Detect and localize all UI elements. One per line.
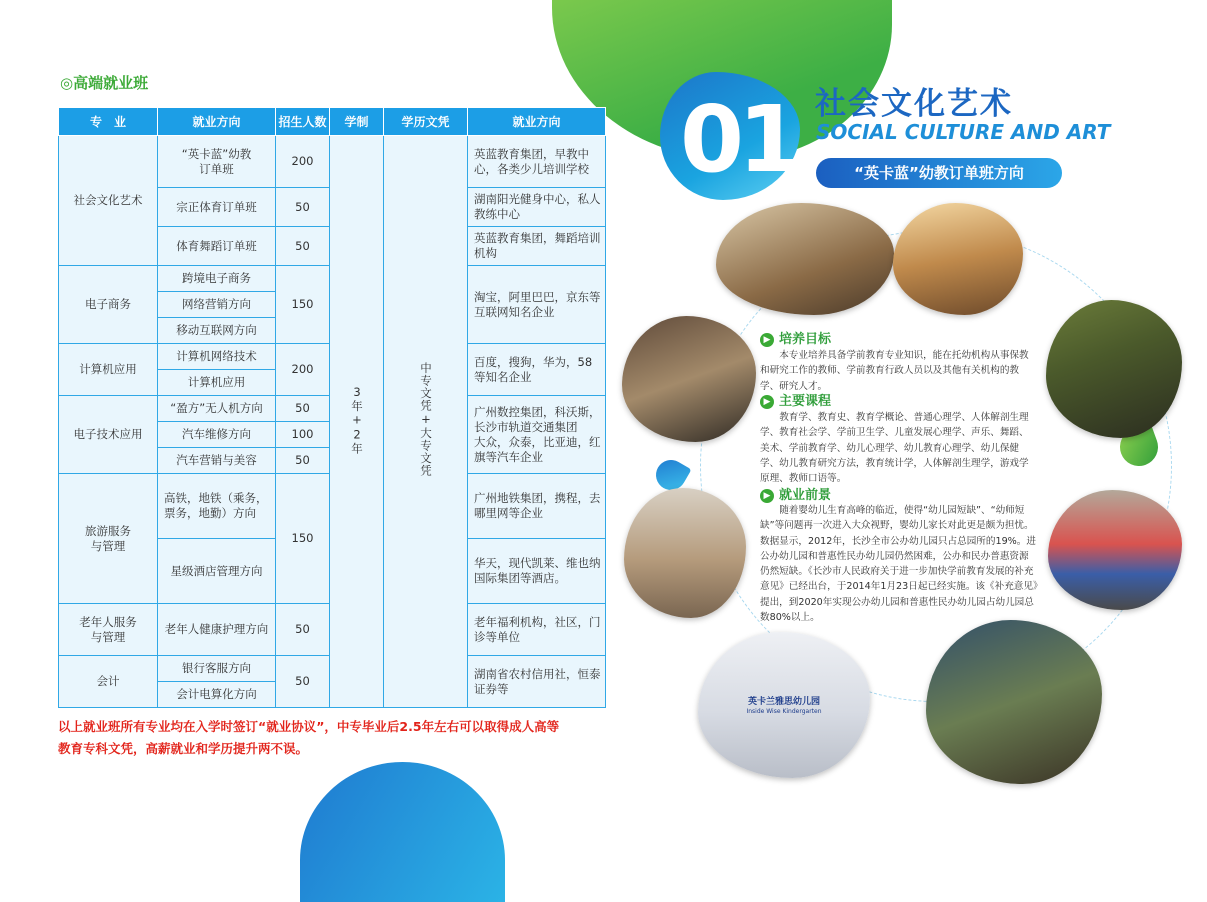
direction-cell: 跨境电子商务: [158, 266, 276, 292]
play-icon: ▶: [760, 489, 774, 503]
duration-cell: 3年+2年: [330, 136, 384, 708]
direction-cell: “英卡蓝”幼教 订单班: [158, 136, 276, 188]
jobs-cell: 英蓝教育集团，舞蹈培训机构: [468, 227, 606, 266]
header-jobs: 就业方向: [468, 108, 606, 136]
section-number: 01: [680, 86, 797, 193]
jobs-cell: 英蓝教育集团，早教中心，各类少儿培训学校: [468, 136, 606, 188]
photo-caption-english: Inside Wise Kindergarten: [746, 708, 822, 715]
jobs-cell: 老年福利机构，社区，门诊等单位: [468, 604, 606, 656]
photo-class-group: [1048, 490, 1182, 610]
direction-cell: 网络营销方向: [158, 292, 276, 318]
major-cell: 社会文化艺术: [59, 136, 158, 266]
direction-cell: “盈方”无人机方向: [158, 396, 276, 422]
major-cell: 电子技术应用: [59, 396, 158, 474]
jobs-cell: 广州数控集团，科沃斯，长沙市轨道交通集团 大众，众泰，比亚迪，红旗等汽车企业: [468, 396, 606, 474]
count-cell: 50: [276, 396, 330, 422]
page-title-english: SOCIAL CULTURE AND ART: [816, 120, 1111, 144]
jobs-cell: 淘宝，阿里巴巴，京东等互联网知名企业: [468, 266, 606, 344]
photo-classroom: [716, 203, 894, 315]
heading-courses: ▶ 主要课程: [760, 390, 831, 409]
direction-cell: 星级酒店管理方向: [158, 539, 276, 604]
direction-cell: 移动互联网方向: [158, 318, 276, 344]
header-major: 专 业: [59, 108, 158, 136]
count-cell: 150: [276, 474, 330, 604]
count-cell: 50: [276, 188, 330, 227]
count-cell: 200: [276, 136, 330, 188]
heading-prospects: ▶ 就业前景: [760, 484, 831, 503]
count-cell: 150: [276, 266, 330, 344]
photo-children-playing: [622, 316, 756, 442]
table-header-row: [59, 108, 606, 136]
major-cell: 计算机应用: [59, 344, 158, 396]
jobs-cell: 百度，搜狗，华为，58等知名企业: [468, 344, 606, 396]
count-cell: 50: [276, 604, 330, 656]
page-title: 社会文化艺术: [815, 86, 1013, 122]
employment-table: [58, 107, 606, 708]
major-cell: 老年人服务 与管理: [59, 604, 158, 656]
direction-cell: 高铁，地铁（乘务，票务，地勤）方向: [158, 474, 276, 539]
direction-cell: 宗正体育订单班: [158, 188, 276, 227]
play-icon: ▶: [760, 333, 774, 347]
photo-reception: [698, 632, 870, 778]
prospects-text: 随着婴幼儿生育高峰的临近，使得“幼儿园短缺”、“幼师短缺”等问题再一次进入大众视野，婴幼儿家长对此更是颇为担忧。数据显示，2012年，长沙全市公办幼儿园只占总园所的19%。进公办幼儿园和普惠性民办幼儿园仍然困难，公办和民办普惠资源仍然短缺。《长沙市人民政府关于进一步加快学前教育发展的补充意见》已经出台，于2014年1月23日起已经实施。该《补充意见》提出，到2020年实现公办幼儿园和普惠性民办幼儿园占幼儿园总数80%以上。: [760, 505, 1038, 624]
heading-goals: ▶ 培养目标: [760, 328, 831, 347]
program-banner: “英卡蓝”幼教订单班方向: [816, 158, 1062, 188]
footnote: 以上就业班所有专业均在入学时签订“就业协议”，中专毕业后2.5年左右可以取得成人高等教育专科文凭，高薪就业和学历提升两不误。: [58, 719, 560, 756]
header-duration: 学制: [330, 108, 384, 136]
jobs-cell: 华天，现代凯莱、维也纳国际集团等酒店。: [468, 539, 606, 604]
photo-outdoor: [926, 620, 1102, 784]
goals-text: 本专业培养具备学前教育专业知识，能在托幼机构从事保教和研究工作的教师、学前教育行政人员以及其他有关机构的教学、研究人才。: [760, 350, 1029, 392]
decorative-blue-shape: [300, 762, 505, 902]
jobs-cell: 广州地铁集团，携程，去哪里网等企业: [468, 474, 606, 539]
header-direction: 就业方向: [158, 108, 276, 136]
photo-playroom: [893, 203, 1023, 315]
table-row: [59, 136, 606, 188]
section-title: ◎高端就业班: [60, 74, 149, 92]
major-cell: 旅游服务 与管理: [59, 474, 158, 604]
courses-text: 教育学、教育史、教育学概论、普通心理学、人体解剖生理学、教育社会学、学前卫生学、儿童发展心理学、声乐、舞蹈、美术、学前教育学、幼儿心理学、幼儿教育心理学、幼儿保健学、幼儿教育研究方法，教育统计学，人体解剖生理学，游戏学原理、教师口语等。: [760, 412, 1029, 485]
header-diploma: 学历文凭: [384, 108, 468, 136]
jobs-cell: 湖南阳光健身中心，私人教练中心: [468, 188, 606, 227]
direction-cell: 汽车维修方向: [158, 422, 276, 448]
count-cell: 200: [276, 344, 330, 396]
photo-caption: 英卡兰雅思幼儿园: [747, 697, 820, 707]
count-cell: 50: [276, 656, 330, 708]
direction-cell: 体育舞蹈订单班: [158, 227, 276, 266]
direction-cell: 银行客服方向: [158, 656, 276, 682]
direction-cell: 计算机网络技术: [158, 344, 276, 370]
count-cell: 50: [276, 448, 330, 474]
photo-corridor: [624, 488, 746, 618]
direction-cell: 老年人健康护理方向: [158, 604, 276, 656]
photo-teacher-child: [1046, 300, 1182, 438]
direction-cell: 汽车营销与美容: [158, 448, 276, 474]
major-cell: 电子商务: [59, 266, 158, 344]
direction-cell: 会计电算化方向: [158, 682, 276, 708]
play-icon: ▶: [760, 395, 774, 409]
header-count: 招生人数: [276, 108, 330, 136]
direction-cell: 计算机应用: [158, 370, 276, 396]
major-cell: 会计: [59, 656, 158, 708]
diploma-cell: 中专文凭+大专文凭: [384, 136, 468, 708]
jobs-cell: 湖南省农村信用社，恒泰证券等: [468, 656, 606, 708]
count-cell: 100: [276, 422, 330, 448]
count-cell: 50: [276, 227, 330, 266]
